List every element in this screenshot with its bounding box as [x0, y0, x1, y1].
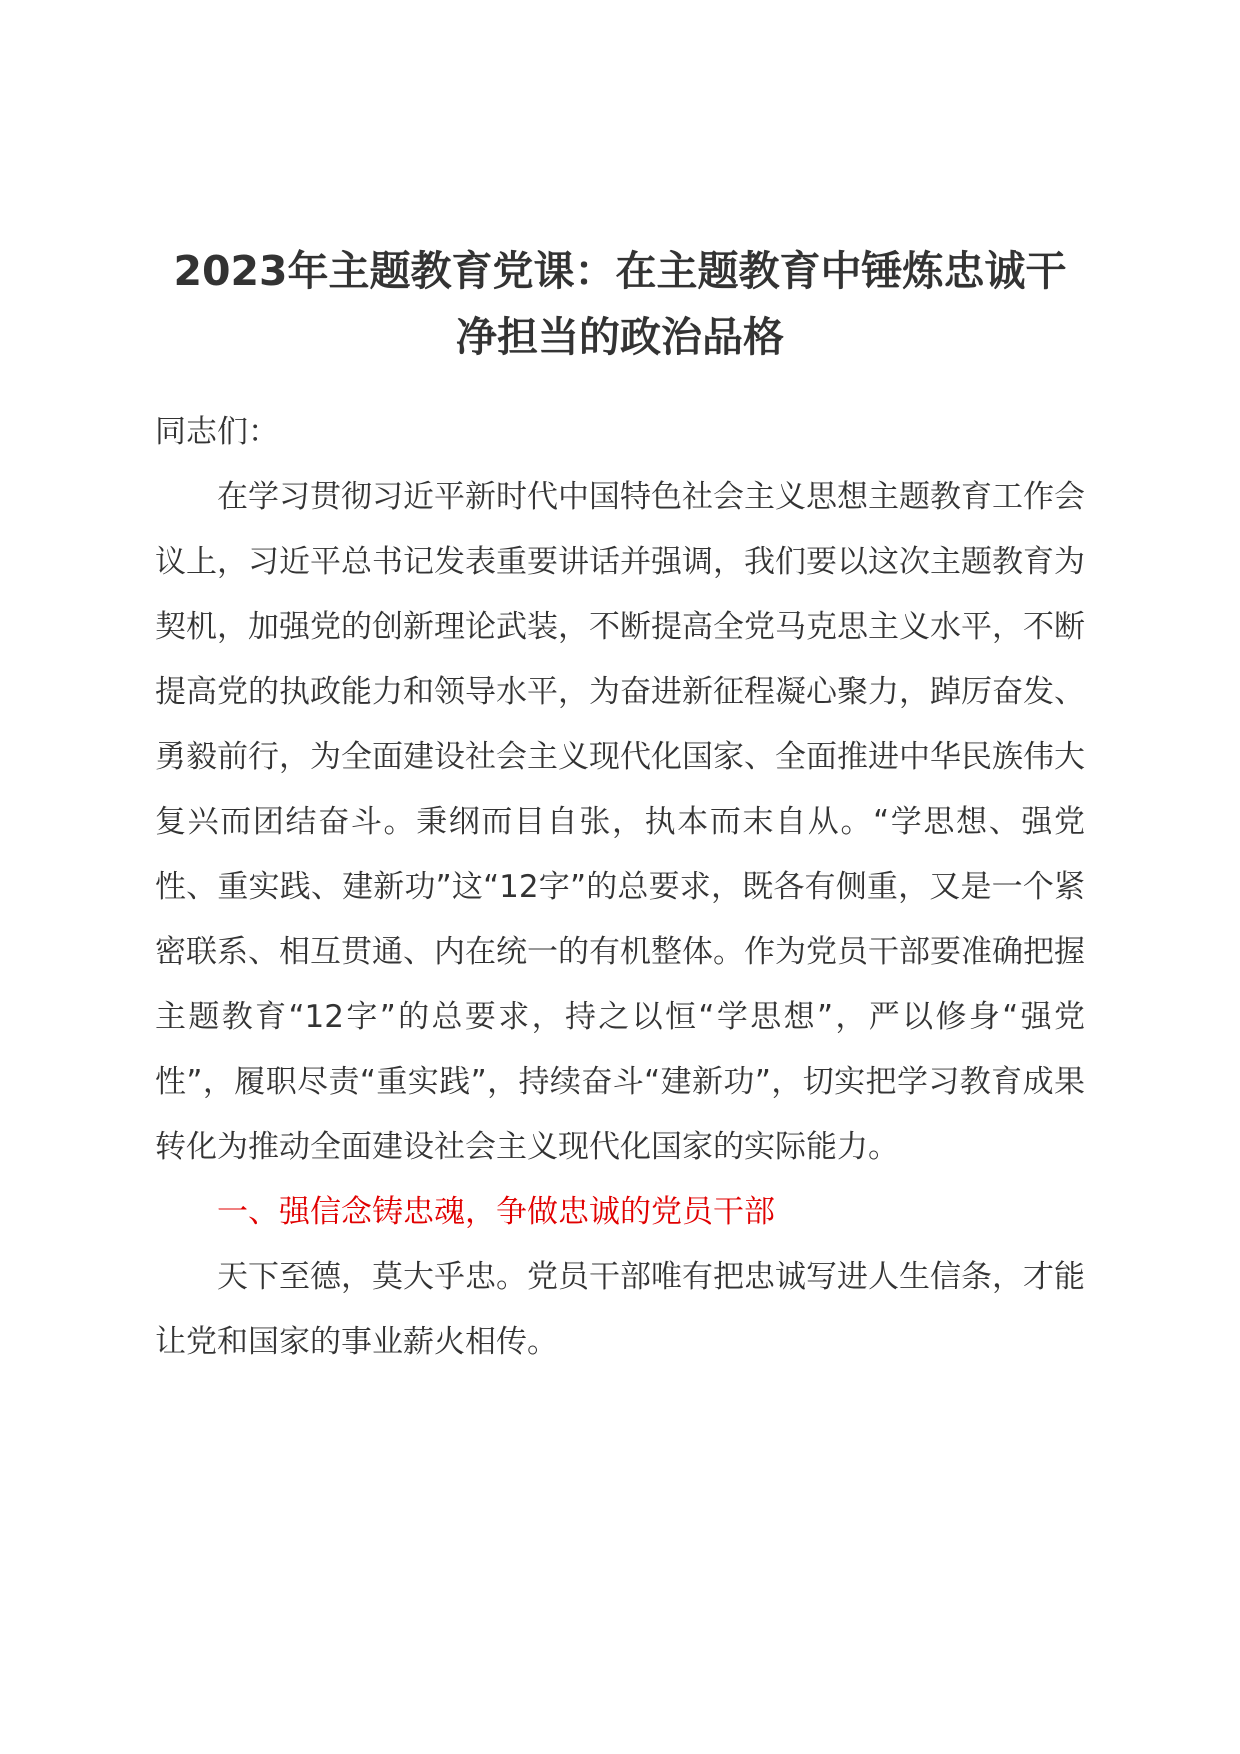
document-title: 2023年主题教育党课：在主题教育中锤炼忠诚干净担当的政治品格: [173, 247, 1067, 361]
section-heading-1: 一、强信念铸忠魂，争做忠诚的党员干部: [217, 1194, 775, 1230]
section-1-paragraph: 天下至德，莫大乎忠。党员干部唯有把忠诚写进人生信条，才能让党和国家的事业薪火相传。: [155, 1259, 1085, 1360]
intro-paragraph: 在学习贯彻习近平新时代中国特色社会主义思想主题教育工作会议上，习近平总书记发表重要讲话并强调，我们要以这次主题教育为契机，加强党的创新理论武装，不断提高全党马克思主义水平，不断提高党的执政能力和领导水平，为奋进新征程凝心聚力，踔厉奋发、勇毅前行，为全面建设社会主义现代化国家、全面推进中华民族伟大复兴而团结奋斗。秉纲而目自张，执本而末自从。“学思想、强党性、重实践、建新功”这“12字”的总要求，既各有侧重，又是一个紧密联系、相互贯通、内在统一的有机整体。作为党员干部要准确把握主题教育“12字”的总要求，持之以恒“学思想”，严以修身“强党性”，履职尽责“重实践”，持续奋斗“建新功”，切实把学习教育成果转化为推动全面建设社会主义现代化国家的实际能力。: [155, 479, 1085, 1165]
salutation: 同志们：: [155, 414, 279, 450]
document-content: [155, 238, 1085, 1375]
